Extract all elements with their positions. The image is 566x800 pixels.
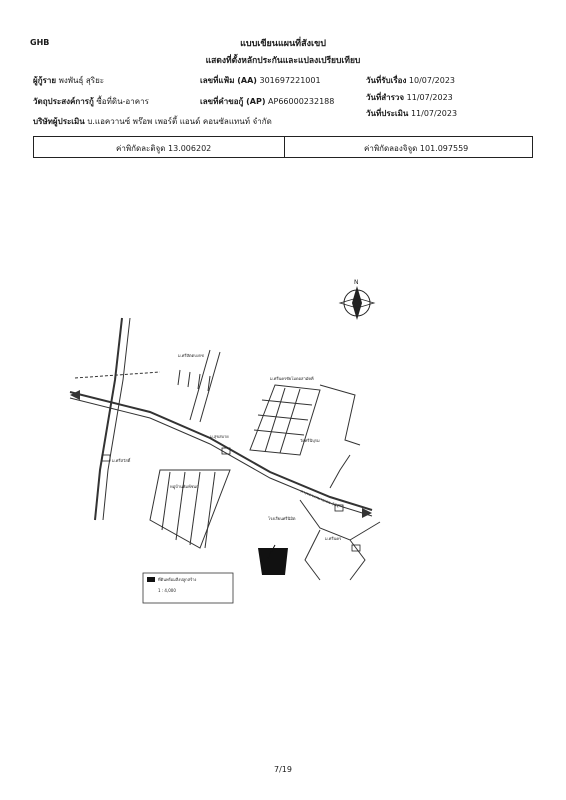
- village-grid-2: [258, 415, 308, 420]
- file-no-label: เลขที่แฟ้ม (AA): [200, 76, 257, 85]
- branch-road-5: [305, 530, 320, 580]
- landmark-5: หมู่บ้านพิมพ์ชนก: [170, 484, 199, 489]
- page-number: 7/19: [274, 765, 292, 774]
- plot-line-3: [190, 472, 200, 545]
- vertical-road: [95, 318, 122, 520]
- appraisal-value: 11/07/2023: [410, 109, 458, 118]
- latitude-label: ค่าพิกัดละติจูด: [116, 144, 166, 153]
- vertical-road-edge: [103, 318, 130, 520]
- landmark-8: โรงเรียนศรีนิมิต: [268, 516, 296, 521]
- landmark-4: ม.ศรีสวัสดิ์: [112, 458, 131, 463]
- branch-road-3: [330, 455, 350, 488]
- plot-line-4: [205, 472, 215, 548]
- plot-line-2: [176, 472, 185, 540]
- branch-road-2: [200, 352, 220, 422]
- landmark-3: ม.สุขสบาย: [210, 434, 229, 439]
- village-grid-5: [280, 389, 300, 453]
- landmark-1: ม.ศรีสัตตบงกช: [178, 353, 204, 358]
- purpose-label: วัตถุประสงค์การกู้: [33, 97, 94, 106]
- landmark-6: วัดศรีนิบุรม: [300, 438, 320, 443]
- village-grid-4: [265, 388, 285, 452]
- landmark-2: ม.ศรีนครชัยโมดอสามัคคี: [270, 376, 314, 381]
- survey-label: วันที่สำรวจ: [366, 93, 405, 102]
- village-grid-1: [262, 400, 312, 405]
- compass-north-label: N: [354, 279, 359, 286]
- request-no-label: เลขที่คำขอกู้ (AP): [200, 97, 266, 106]
- document-code: GHB: [30, 38, 50, 47]
- village-block: [250, 385, 320, 455]
- legend-swatch: [147, 577, 155, 582]
- branch-road-1: [190, 350, 210, 420]
- appraisal-label: วันที่ประเมิน: [366, 109, 409, 118]
- appraiser-label: บริษัทผู้ประเมิน: [33, 117, 85, 126]
- map-legend: [143, 573, 233, 603]
- document-subtitle: แสดงที่ตั้งหลักประกันและแปลงเปรียบเทียบ: [205, 56, 361, 66]
- received-label: วันที่รับเรื่อง: [366, 76, 407, 85]
- document-title: แบบเขียนแผนที่สังเขป: [240, 39, 326, 49]
- road-label: ทางหลวงหมายเลข 331: [299, 488, 340, 509]
- borrower-value: พงพันธุ์ สุริยะ: [58, 76, 105, 85]
- right-road: [320, 385, 360, 445]
- subject-property: [258, 548, 288, 575]
- purpose-value: ซื้อที่ดิน-อาคาร: [96, 97, 149, 106]
- latitude-value: 13.006202: [167, 144, 212, 153]
- plot-line-1: [162, 472, 170, 530]
- plot-area: [150, 470, 230, 548]
- longitude-label: ค่าพิกัดลองจิจูด: [364, 144, 418, 153]
- landmark-7: ม.ศรีนคร: [325, 536, 342, 541]
- appraiser-value: บ.แอควานซ์ พร๊อพ เพอร์ตี้ แอนด์ คอนซัลแทนท์ จำกัด: [87, 117, 272, 126]
- canal: [75, 372, 160, 378]
- borrower-label: ผู้กู้ราย: [33, 76, 57, 85]
- legend-title: ที่ดินพร้อมสิ่งปลูกสร้าง: [158, 577, 197, 582]
- legend-scale: 1 : 4,000: [158, 588, 176, 593]
- village-grid-3: [254, 430, 304, 435]
- house-row: [178, 370, 210, 391]
- longitude-value: 101.097559: [419, 144, 469, 153]
- survey-value: 11/07/2023: [406, 93, 453, 102]
- request-no-value: AP66000232188: [268, 97, 335, 106]
- file-no-value: 301697221001: [259, 76, 321, 85]
- compass-needle: [352, 286, 362, 320]
- north-compass: [340, 279, 374, 320]
- received-value: 10/07/2023: [408, 76, 456, 85]
